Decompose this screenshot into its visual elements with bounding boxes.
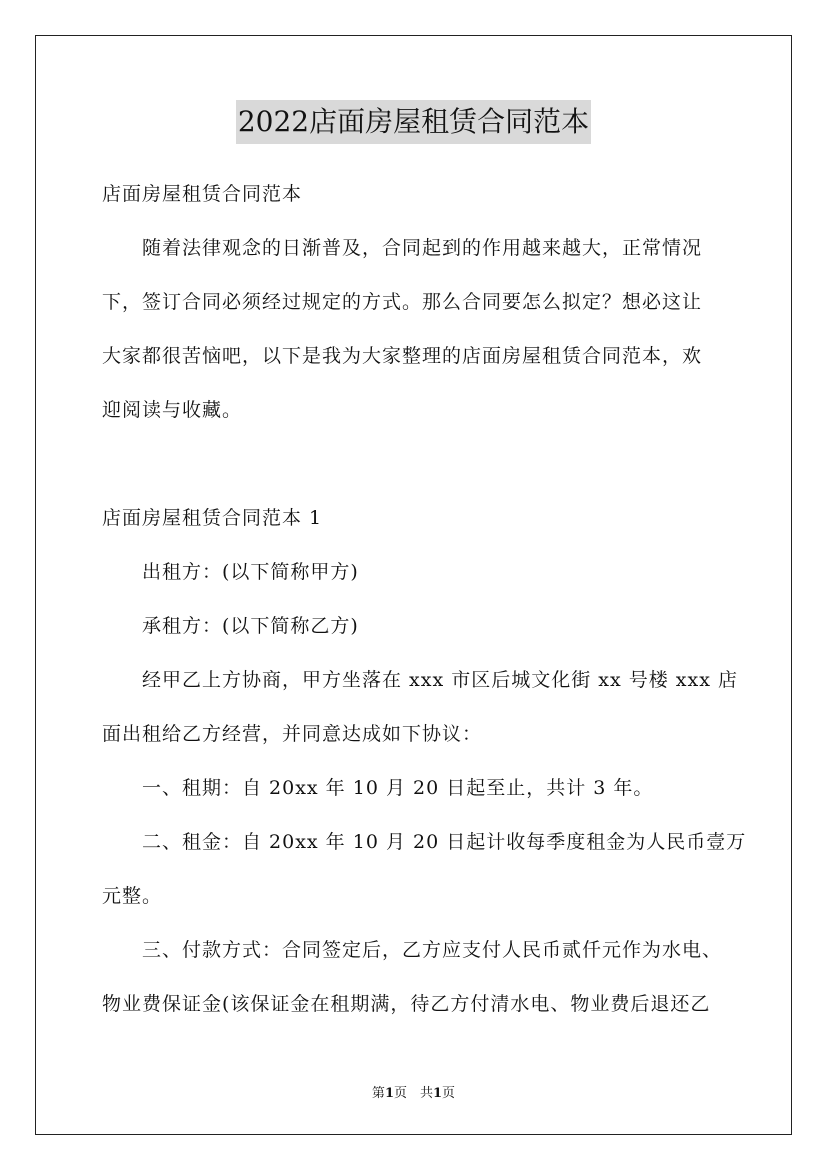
- body-line-7: 物业费保证金(该保证金在租期满，待乙方付清水电、物业费后退还乙: [102, 993, 711, 1015]
- body-line-1: 经甲乙上方协商，甲方坐落在 xxx 市区后城文化街 xx 号楼 xxx 店: [142, 669, 738, 691]
- body-line-5: 元整。: [102, 885, 163, 907]
- document-title: 2022店面房屋租赁合同范本: [236, 100, 591, 144]
- body-line-4: 二、租金：自 20xx 年 10 月 20 日起计收每季度租金为人民币壹万: [142, 831, 747, 853]
- lessor-line: 出租方：(以下简称甲方): [142, 561, 359, 583]
- footer-mid: 页 共: [393, 1086, 433, 1101]
- title-container: [0, 100, 827, 144]
- page-footer: [0, 1082, 827, 1101]
- intro-line-1: 随着法律观念的日渐普及，合同起到的作用越来越大，正常情况: [142, 237, 703, 259]
- document-heading: 店面房屋租赁合同范本: [102, 183, 303, 205]
- footer-page-total: 1: [433, 1086, 443, 1101]
- footer-page-number: 1: [384, 1086, 394, 1101]
- lessee-line: 承租方：(以下简称乙方): [142, 615, 359, 637]
- body-line-3: 一、租期：自 20xx 年 10 月 20 日起至止，共计 3 年。: [142, 777, 654, 799]
- intro-line-2: 下，签订合同必须经过规定的方式。那么合同要怎么拟定？想必这让: [102, 291, 703, 313]
- section-title: 店面房屋租赁合同范本 1: [102, 507, 323, 529]
- intro-line-4: 迎阅读与收藏。: [102, 399, 243, 421]
- body-line-6: 三、付款方式：合同签定后，乙方应支付人民币贰仟元作为水电、: [142, 939, 723, 961]
- footer-suffix: 页: [442, 1086, 456, 1101]
- intro-line-3: 大家都很苦恼吧，以下是我为大家整理的店面房屋租赁合同范本，欢: [102, 345, 703, 367]
- footer-prefix: 第: [371, 1086, 385, 1101]
- body-line-2: 面出租给乙方经营，并同意达成如下协议：: [102, 723, 483, 745]
